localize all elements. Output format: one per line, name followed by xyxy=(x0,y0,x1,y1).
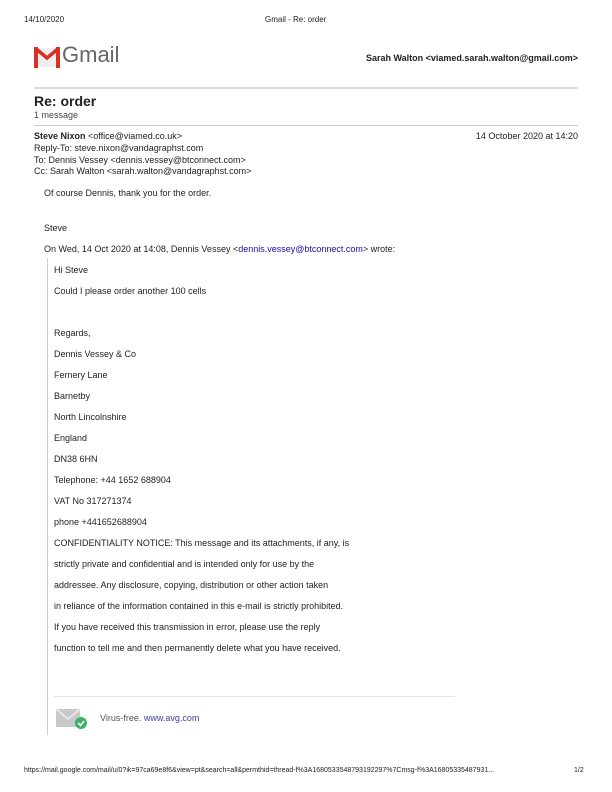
virus-free-note xyxy=(100,713,199,723)
page-number: 1/2 xyxy=(574,767,584,774)
gmail-m-icon xyxy=(34,46,60,68)
logo-text: Gmail xyxy=(62,42,120,67)
quoted-line: England xyxy=(54,433,88,443)
quoted-line: Hi Steve xyxy=(54,265,89,275)
sender-email-link[interactable]: dennis.vessey@btconnect.com xyxy=(238,244,363,254)
avg-envelope-icon xyxy=(56,707,88,736)
avg-link[interactable]: www.avg.com xyxy=(143,713,200,723)
signature: Steve xyxy=(44,223,68,233)
quoted-line: DN38 6HN xyxy=(54,454,98,464)
quoted-line: Telephone: +44 1652 688904 xyxy=(54,475,171,485)
quoted-line: VAT No 317271374 xyxy=(54,496,132,506)
divider xyxy=(34,125,578,126)
quoted-line: If you have received this transmission in error, please use the reply xyxy=(54,622,321,632)
attribution-text: On Wed, 14 Oct 2020 at 14:08, Dennis Vessey < xyxy=(44,244,239,254)
account-name: Sarah Walton <viamed.sarah.walton@gmail.com> xyxy=(365,53,578,63)
reply-to: Reply-To: steve.nixon@vandagraphst.com xyxy=(34,143,204,153)
print-title: Gmail - Re: order xyxy=(265,15,327,24)
quoted-line: CONFIDENTIALITY NOTICE: This message and its attachments, if any, is xyxy=(54,538,350,548)
quoted-line: phone +441652688904 xyxy=(54,517,147,527)
print-date: 14/10/2020 xyxy=(24,15,65,24)
cc-line: Cc: Sarah Walton <sarah.walton@vandagraphst.com> xyxy=(34,166,252,176)
virus-free-text: Virus-free. xyxy=(100,713,144,723)
sender-name: Steve Nixon xyxy=(34,131,86,141)
quoted-line: in reliance of the information contained in this e-mail is strictly prohibited. xyxy=(54,601,344,611)
divider xyxy=(34,87,578,89)
quote-border xyxy=(47,258,48,735)
thread-subject: Re: order xyxy=(34,93,97,109)
quoted-line: Regards, xyxy=(54,328,91,338)
quoted-line: Could I please order another 100 cells xyxy=(54,286,207,296)
body-line: Of course Dennis, thank you for the order. xyxy=(44,188,212,198)
quoted-line: Barnetby xyxy=(54,391,91,401)
message-date: 14 October 2020 at 14:20 xyxy=(475,131,578,141)
quoted-line: North Lincolnshire xyxy=(54,412,127,422)
print-url: https://mail.google.com/mail/u/0?ik=97ca69e8f6&view=pt&search=all&permthid=thread-f%3A1680533548793192297%7Cmsg-f%3A16805335487931... xyxy=(24,767,495,774)
quoted-line: addressee. Any disclosure, copying, distribution or other action taken xyxy=(54,580,329,590)
sender-email: <office@viamed.co.uk> xyxy=(88,131,183,141)
to-line: To: Dennis Vessey <dennis.vessey@btconnect.com> xyxy=(34,155,246,165)
sender xyxy=(34,131,182,141)
attribution-text: > wrote: xyxy=(362,244,396,254)
quoted-line: strictly private and confidential and is intended only for use by the xyxy=(54,559,315,569)
quote-attribution xyxy=(44,244,395,254)
signature-divider xyxy=(54,696,455,697)
quoted-line: function to tell me and then permanently delete what you have received. xyxy=(54,643,341,653)
gmail-logo xyxy=(34,42,120,73)
quoted-line: Fernery Lane xyxy=(54,370,108,380)
quoted-line: Dennis Vessey & Co xyxy=(54,349,137,359)
message-count: 1 message xyxy=(34,110,79,120)
